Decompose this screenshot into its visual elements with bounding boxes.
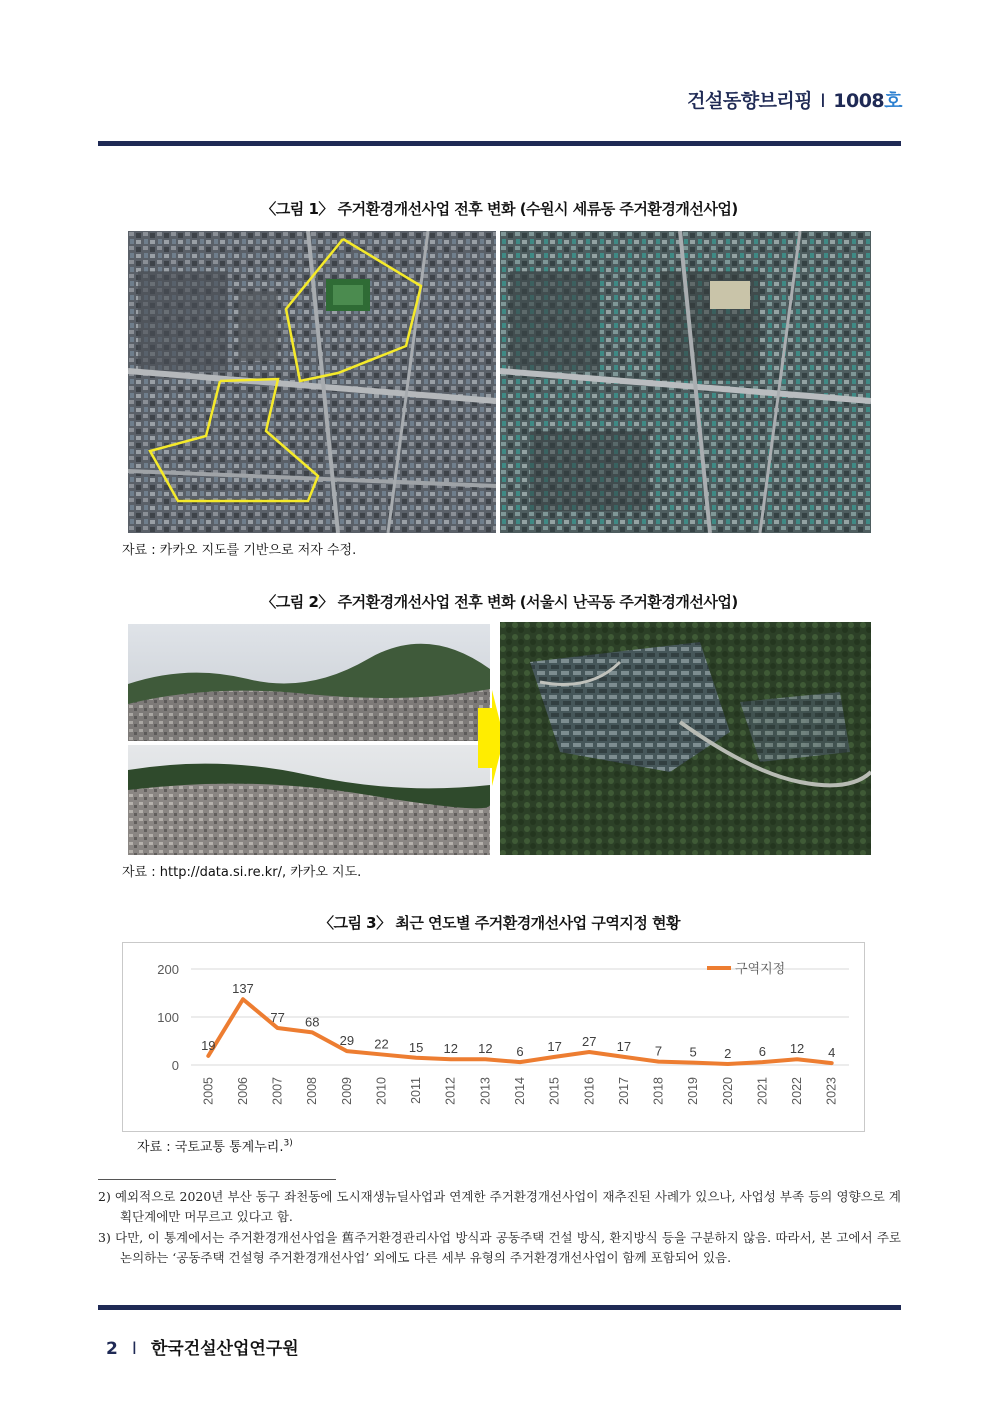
data-point <box>241 998 244 1001</box>
figure2-title: 〈그림 2〉 주거환경개선사업 전후 변화 (서울시 난곡동 주거환경개선사업) <box>261 593 738 611</box>
data-point <box>276 1027 279 1030</box>
data-label: 12 <box>443 1041 458 1057</box>
header-separator: I <box>820 90 826 112</box>
figure1-title: 〈그림 1〉 주거환경개선사업 전후 변화 (수원시 세류동 주거환경개선사업) <box>261 200 738 218</box>
x-tick-label: 2006 <box>235 1077 250 1105</box>
publication-title: 건설동향브리핑 <box>687 90 813 112</box>
data-label: 7 <box>654 1043 663 1059</box>
data-label: 5 <box>689 1044 697 1060</box>
hillside-village-photo-1 <box>128 624 490 741</box>
figure2-source: 자료 : http://data.si.re.kr/, 카카오 지도. <box>122 865 362 880</box>
data-point <box>726 1063 729 1066</box>
y-tick-label: 100 <box>157 1010 179 1025</box>
data-point <box>449 1058 452 1061</box>
x-tick-label: 2023 <box>824 1077 839 1105</box>
x-tick-label: 2012 <box>443 1077 458 1105</box>
figure2-before-photo-bottom <box>128 745 490 855</box>
figure1-before-aerial-photo <box>128 231 496 533</box>
data-point <box>588 1051 591 1054</box>
figure1-source: 자료 : 카카오 지도를 기반으로 저자 수정. <box>122 543 357 558</box>
footer <box>106 1334 299 1359</box>
figure2-before-photo-top <box>128 624 490 741</box>
data-label: 17 <box>616 1038 632 1054</box>
x-tick-label: 2011 <box>409 1077 424 1104</box>
x-tick-label: 2013 <box>478 1077 493 1105</box>
data-point <box>484 1058 487 1061</box>
aerial-map-after-image <box>500 231 871 533</box>
data-point <box>692 1061 695 1064</box>
data-point <box>311 1031 314 1034</box>
figure1-after-aerial-photo <box>500 231 871 533</box>
y-tick-label: 0 <box>171 1058 179 1073</box>
data-label: 17 <box>547 1038 562 1054</box>
header-title <box>687 86 902 113</box>
issue-number: 1008 <box>833 90 885 112</box>
x-tick-label: 2008 <box>305 1077 320 1105</box>
data-point <box>830 1062 833 1065</box>
footnote-divider <box>98 1179 336 1180</box>
data-label: 77 <box>270 1010 285 1026</box>
footnote-3 <box>98 1228 901 1268</box>
figure3-chart <box>122 942 865 1132</box>
data-point <box>796 1058 799 1061</box>
data-point <box>207 1054 210 1057</box>
x-tick-label: 2007 <box>270 1077 285 1105</box>
data-label: 15 <box>408 1039 424 1055</box>
data-label: 22 <box>374 1036 389 1052</box>
x-tick-label: 2022 <box>790 1077 805 1105</box>
aerial-map-before-image <box>128 231 496 533</box>
footnote-2 <box>98 1187 901 1227</box>
hillside-village-photo-2 <box>128 745 490 855</box>
data-point <box>553 1055 556 1058</box>
x-tick-label: 2010 <box>374 1077 389 1105</box>
footnote-text: 다만, 이 통계에서는 주거환경개선사업을 舊주거환경관리사업 방식과 공동주택 건설 방식, 환지방식 등을 구분하지 않음. 따라서, 본 고에서 주로 논의하는 ‘공동주택 건설형 주거환경개선사업’ 외에도 다른 세부 유형의 주거환경개선사업이 함께 포함되어 있음. <box>115 1230 901 1265</box>
data-point <box>519 1061 522 1064</box>
data-label: 2 <box>724 1046 732 1062</box>
footnote-mark: 3) <box>98 1230 111 1245</box>
header-rule <box>98 141 901 146</box>
footer-rule <box>98 1305 901 1310</box>
y-tick-label: 200 <box>157 962 179 977</box>
footnote-text: 예외적으로 2020년 부산 동구 좌천동에 도시재생뉴딜사업과 연계한 주거환경개선사업이 재추진된 사례가 있으나, 사업성 부족 등의 영향으로 계획단계에만 머무르고 있다고 함. <box>114 1189 901 1224</box>
data-point <box>380 1053 383 1056</box>
x-tick-label: 2017 <box>616 1077 631 1105</box>
figure3-source <box>137 1136 293 1155</box>
figure3-source-text: 자료 : 국토교통 통계누리. <box>137 1140 284 1155</box>
data-label: 27 <box>582 1034 597 1050</box>
footnote-ref: 3) <box>283 1138 293 1149</box>
data-label: 29 <box>339 1033 355 1049</box>
footnote-mark: 2) <box>98 1189 111 1204</box>
data-label: 137 <box>232 981 254 997</box>
x-tick-label: 2019 <box>686 1077 701 1105</box>
x-tick-label: 2018 <box>651 1077 666 1105</box>
page-number: 2 <box>106 1339 118 1359</box>
issue-suffix: 호 <box>884 90 902 112</box>
data-label: 6 <box>516 1044 524 1060</box>
data-label: 68 <box>304 1014 320 1030</box>
data-point <box>657 1060 660 1063</box>
data-point <box>415 1056 418 1059</box>
data-label: 12 <box>478 1041 493 1057</box>
data-point <box>345 1050 348 1053</box>
x-tick-label: 2009 <box>339 1077 354 1105</box>
x-tick-label: 2005 <box>201 1077 216 1105</box>
data-label: 19 <box>201 1037 216 1053</box>
x-tick-label: 2020 <box>720 1077 735 1105</box>
footer-separator: I <box>131 1339 137 1359</box>
x-tick-label: 2014 <box>513 1077 527 1105</box>
legend-label: 구역지정 <box>735 961 786 976</box>
data-label: 12 <box>789 1041 805 1057</box>
data-point <box>761 1061 764 1064</box>
aerial-map-after-image-2 <box>500 622 871 855</box>
data-point <box>622 1055 625 1058</box>
figure2-after-aerial-photo <box>500 622 871 855</box>
x-tick-label: 2021 <box>755 1077 770 1105</box>
line-chart <box>123 943 864 1131</box>
x-tick-label: 2015 <box>547 1077 562 1105</box>
organization-name: 한국건설산업연구원 <box>150 1339 299 1359</box>
x-tick-label: 2016 <box>582 1077 597 1105</box>
figure3-title: 〈그림 3〉 최근 연도별 주거환경개선사업 구역지정 현황 <box>318 914 681 932</box>
data-label: 4 <box>828 1045 836 1061</box>
data-label: 6 <box>758 1044 767 1060</box>
